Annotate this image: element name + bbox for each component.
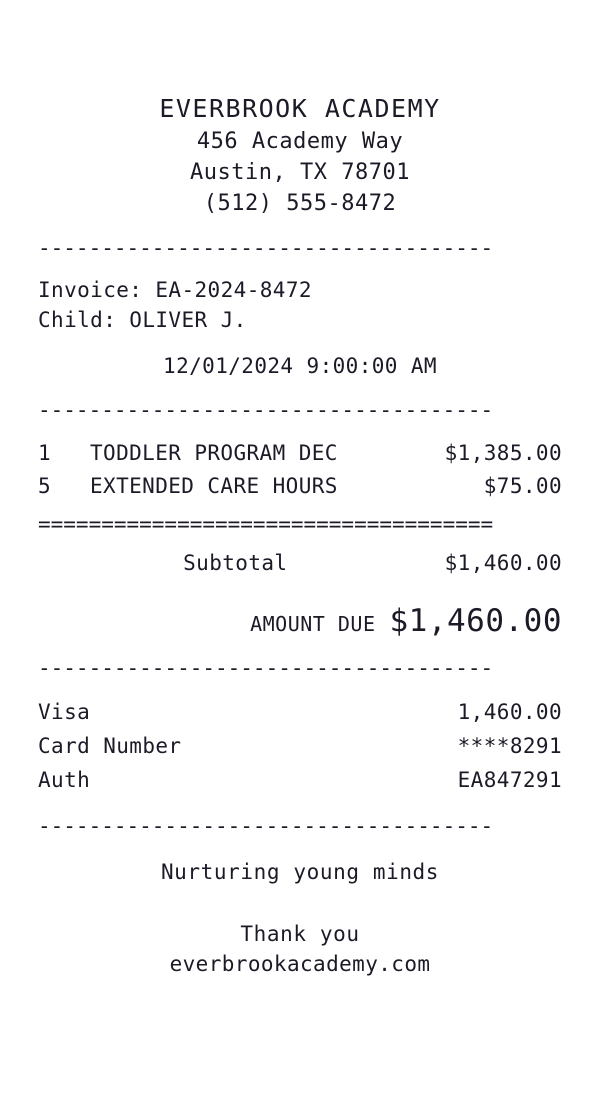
subtotal-label: Subtotal [183,551,288,575]
child-name: Child: OLIVER J. [38,308,247,332]
card-number-label: Card Number [38,734,182,758]
store-address: 456 Academy Way [196,129,404,154]
divider-payments-top: ------------------------------------ [38,656,494,680]
subtotal-row [38,545,562,581]
line-item-description: TODDLER PROGRAM DEC [90,441,338,465]
footer-message: Nurturing young minds [160,860,440,884]
line-item [38,470,562,503]
website: everbrookacademy.com [169,952,431,976]
line-item-qty: 1 [38,441,52,465]
line-item-amount: $75.00 [483,474,562,498]
amount-due-row [38,603,562,639]
line-item [38,437,562,470]
payment-section [38,695,562,797]
transaction-datetime: 12/01/2024 9:00:00 AM [163,354,437,378]
amount-due-label: AMOUNT DUE [250,612,376,636]
subtotal-value: $1,460.00 [444,551,562,575]
divider-footer: ------------------------------------ [38,814,494,838]
line-items [38,437,562,503]
line-item-description: EXTENDED CARE HOURS [90,474,338,498]
invoice-meta [38,275,562,381]
auth-value: EA847291 [457,768,562,792]
line-item-amount: $1,385.00 [444,441,562,465]
payment-row [38,763,562,797]
payment-method-label: Visa [38,700,91,724]
payment-row [38,729,562,763]
auth-label: Auth [38,768,91,792]
line-item-qty: 5 [38,474,52,498]
divider-items-bottom: ==================================== [38,512,494,536]
store-city-state-zip: Austin, TX 78701 [190,160,410,185]
divider-top: ------------------------------------ [38,236,494,260]
store-phone: (512) 555-8472 [203,191,397,216]
card-number-value: ****8291 [457,734,562,758]
payment-row [38,695,562,729]
receipt-footer [38,857,562,979]
divider-items-top: ------------------------------------ [38,398,494,422]
payment-method-value: 1,460.00 [457,700,562,724]
totals-section [38,545,562,639]
amount-due-value: $1,460.00 [389,603,562,639]
receipt-header [38,92,562,219]
invoice-number: Invoice: EA-2024-8472 [38,278,312,302]
store-name: EVERBROOK ACADEMY [159,94,441,123]
thank-you-message: Thank you [240,922,360,946]
